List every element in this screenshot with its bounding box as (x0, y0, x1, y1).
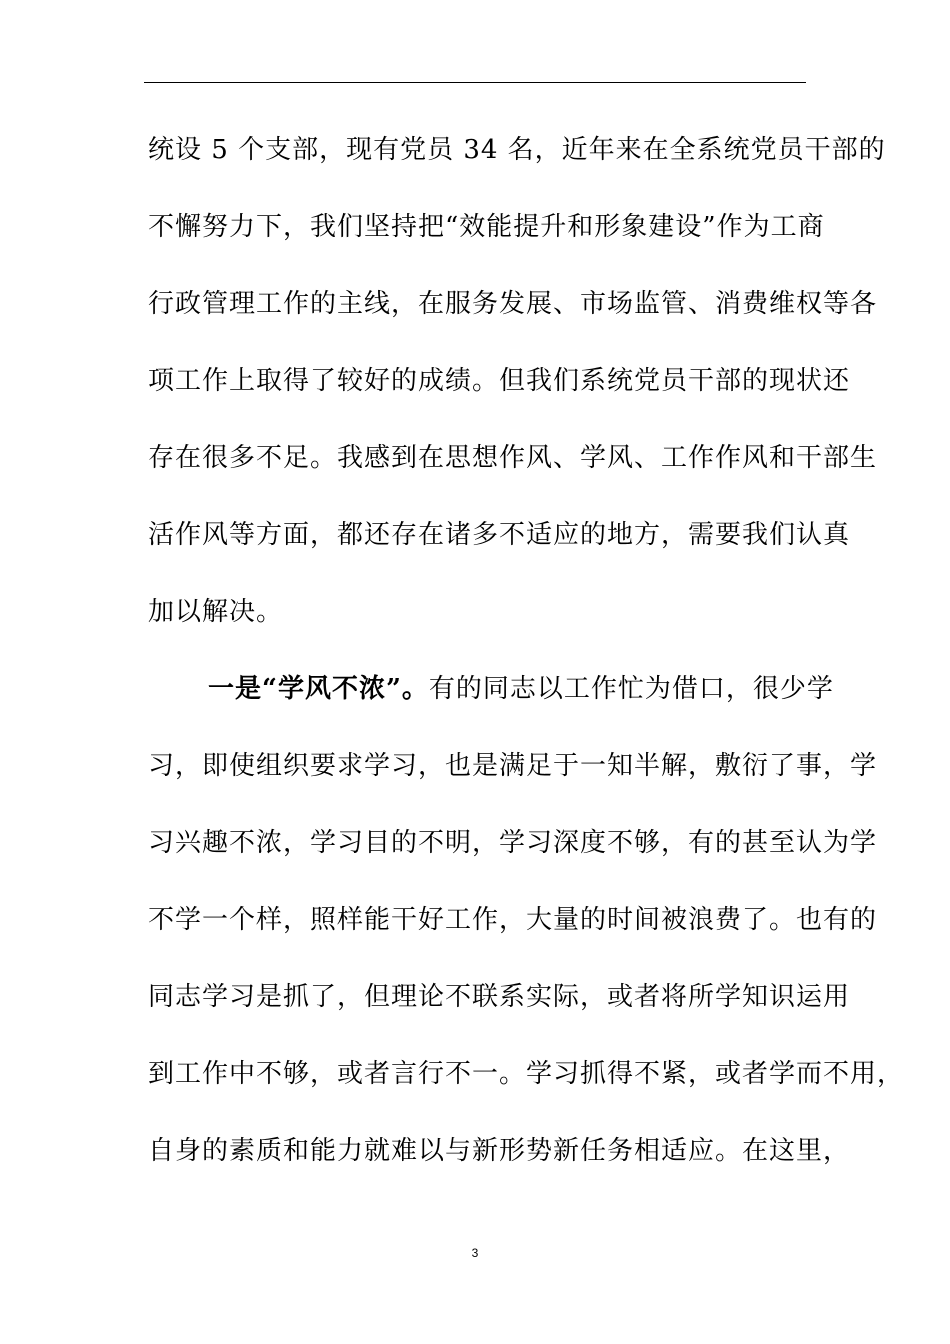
paragraph-text: 有的同志以工作忙为借口，很少学 (428, 674, 834, 704)
paragraph-line: 习兴趣不浓，学习目的不明，学习深度不够，有的甚至认为学 (148, 828, 878, 858)
paragraph-line: 存在很多不足。我感到在思想作风、学风、工作作风和干部生 (148, 443, 878, 473)
paragraph-line: 项工作上取得了较好的成绩。但我们系统党员干部的现状还 (148, 366, 851, 396)
page-number: 3 (471, 1246, 479, 1260)
paragraph-first-line (208, 669, 834, 709)
paragraph-line: 自身的素质和能力就难以与新形势新任务相适应。在这里， (148, 1136, 851, 1166)
paragraph-heading: 一是“学风不浓”。 (208, 674, 429, 704)
paragraph-line: 统设 5 个支部，现有党员 34 名，近年来在全系统党员干部的 (148, 135, 886, 165)
paragraph-line: 同志学习是抓了，但理论不联系实际，或者将所学知识运用 (148, 982, 851, 1012)
paragraph-line: 不懈努力下，我们坚持把“效能提升和形象建设”作为工商 (148, 212, 825, 242)
paragraph-line: 行政管理工作的主线，在服务发展、市场监管、消费维权等各 (148, 289, 878, 319)
paragraph-line: 活作风等方面，都还存在诸多不适应的地方，需要我们认真 (148, 520, 851, 550)
paragraph-line: 不学一个样，照样能干好工作，大量的时间被浪费了。也有的 (148, 905, 878, 935)
paragraph-line: 习，即使组织要求学习，也是满足于一知半解，敷衍了事，学 (148, 751, 878, 781)
paragraph-line: 加以解决。 (148, 597, 284, 627)
paragraph-line: 到工作中不够，或者言行不一。学习抓得不紧，或者学而不用， (148, 1059, 905, 1089)
header-rule (144, 82, 806, 83)
